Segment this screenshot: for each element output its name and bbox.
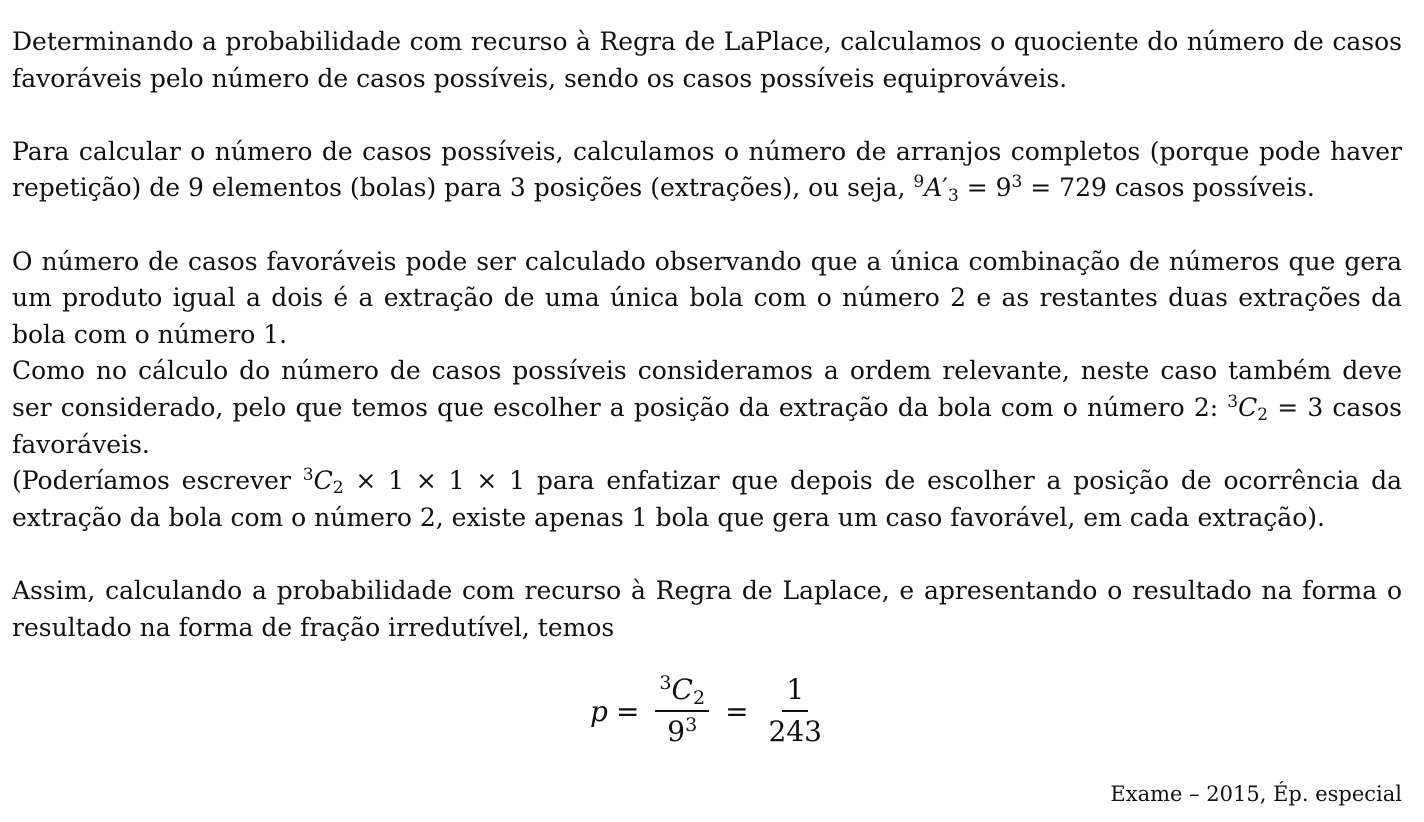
emphasis-n: 3 — [302, 464, 314, 485]
solution-text — [12, 24, 1402, 646]
combination-result: = 3 — [1268, 392, 1324, 422]
paragraph-gap — [12, 536, 1402, 573]
paragraph-conclusion: Assim, calculando a probabilidade com recurso à Regra de Laplace, e apresentando o resultado na forma o resultado na forma de fração irredutível, temos — [12, 575, 1402, 642]
paragraph-order-relevant — [12, 353, 1402, 463]
fraction-denominator — [663, 712, 701, 750]
emphasis-k: 2 — [332, 478, 344, 499]
denominator-exp: 3 — [685, 713, 698, 736]
probability-symbol: p — [590, 694, 608, 728]
combination-symbol: C — [1238, 392, 1258, 422]
arrangement-symbol: A — [924, 173, 943, 203]
paragraph-gap — [12, 207, 1402, 244]
result-numerator: 1 — [782, 672, 808, 712]
emphasis-formula — [302, 464, 525, 499]
arrangement-eq-base: = 9 — [958, 173, 1012, 203]
arrangement-prime: ′ — [942, 173, 948, 203]
fraction-numerator — [655, 672, 709, 712]
numerator-symbol: C — [671, 673, 693, 706]
exam-source-reference: Exame – 2015, Ép. especial — [1110, 782, 1402, 806]
arrangement-n: 9 — [913, 172, 925, 193]
favorable-over-possible-fraction — [655, 672, 709, 750]
result-denominator: 243 — [768, 715, 822, 748]
numerator-n: 3 — [659, 671, 672, 694]
emphasis-product: × 1 × 1 × 1 — [343, 466, 525, 496]
arrangement-exp: 3 — [1011, 172, 1023, 193]
possible-cases-text-a: Para calcular o número de casos possíveis, calculamos o número de arranjos completos (porque pode haver repetição) de 9 elementos (bolas) para 3 posições (extrações), ou seja, — [12, 136, 1402, 203]
combination-n: 3 — [1227, 391, 1239, 412]
combination-k: 2 — [1257, 405, 1269, 426]
arrangements-formula — [913, 172, 1107, 206]
denominator-base: 9 — [667, 715, 686, 748]
equals-sign-2: = — [725, 694, 749, 728]
arrangement-result: = 729 — [1022, 173, 1107, 203]
emphasis-text-b: para enfatizar que depois de escolher a posição de ocorrência da extração da bola com o número 2, existe apenas 1 bola que gera um caso favorável, em cada extração). — [12, 466, 1403, 532]
possible-cases-text-b: casos possíveis. — [1106, 173, 1315, 203]
result-fraction — [765, 672, 826, 750]
paragraph-favorable-combination: O número de casos favoráveis pode ser calculado observando que a única combinação de números que gera um produto igual a dois é a extração de uma única bola com o número 2 e as restantes duas extrações da bola com o número 1. — [12, 246, 1402, 349]
order-text-a: Como no cálculo do número de casos possíveis consideramos a ordem relevante, neste caso também deve ser considerado, pelo que temos que escolher a posição da extração da bola com o número 2: — [12, 356, 1402, 422]
emphasis-text-a: (Poderíamos escrever — [12, 466, 303, 496]
probability-formula — [0, 672, 1424, 750]
equals-sign: = — [615, 694, 640, 728]
paragraph-emphasis-note — [12, 463, 1402, 536]
order-text-b: casos favoráveis. — [12, 392, 1402, 459]
arrangement-p: 3 — [947, 185, 959, 206]
paragraph-laplace-intro: Determinando a probabilidade com recurso à Regra de LaPlace, calculamos o quociente do número de casos favoráveis pelo número de casos possíveis, sendo os casos possíveis equiprováveis. — [12, 27, 1402, 93]
paragraph-possible-cases — [12, 134, 1402, 207]
numerator-k: 2 — [692, 686, 706, 709]
emphasis-symbol: C — [313, 466, 333, 496]
combination-formula — [1227, 391, 1324, 426]
paragraph-gap — [12, 97, 1402, 134]
